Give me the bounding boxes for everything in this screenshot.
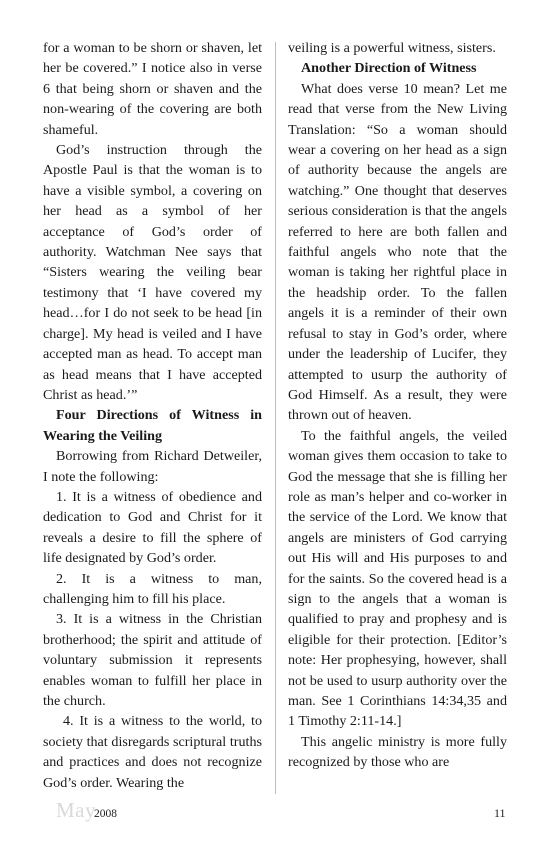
right-paragraph-3: To the faithful angels, the veiled woman gives them occasion to take to God the message that she is filling her role as man’s helper and co-worker in the service of the Lord. We know that angels are ministers of God carrying out His will and His purposes to and for the saints. So the covered head is a sign to the angels that a woman is qualified to pray and prophesy and is eligible for their protection. [Editor’s note: Her prophesying, however, shall not be used to usurp authority over the man. See 1 Corinthians 14:34,35 and 1 Timothy 2:11-14.] (288, 427, 507, 730)
page-number: 11 (494, 806, 506, 820)
list-item-2: 2. It is a witness to man, challenging him to fill his place. (43, 570, 262, 607)
right-paragraph-4: This angelic ministry is more fully recognized by those who are (288, 733, 507, 771)
section-heading-four-directions: Four Directions of Witness in Wearing the Veiling (43, 407, 262, 444)
list-item-1: 1. It is a witness of obedience and dedication to God and Christ for it reveals a desire to fill the sphere of life designated by God’s order. (43, 488, 262, 567)
column-divider (275, 42, 276, 794)
footer-month: May (56, 798, 96, 822)
left-paragraph-3: Borrowing from Richard Detweiler, I note the following: (43, 448, 262, 485)
right-column (288, 38, 507, 773)
section-heading-another-direction: Another Direction of Witness (301, 60, 477, 77)
footer-year: 2008 (94, 808, 117, 820)
list-item-4: 4. It is a witness to the world, to society that disregards scriptural truths and practices and does not recognize God’s order. Wearing the (43, 713, 262, 791)
left-paragraph-1: for a woman to be shorn or shaven, let her be covered.” I notice also in verse 6 that being shorn or shaven and the non-wearing of the covering are both shameful. (43, 40, 262, 138)
left-column (43, 38, 262, 793)
left-paragraph-2: God’s instruction through the Apostle Paul is that the woman is to have a visible symbol, a covering on her head as a symbol of her acceptance of God’s order of authority. Watchman Nee says that “Sisters wearing the veiling bear testimony that ‘I have covered my head…for I do not seek to be head [in charge]. My head is veiled and I have accepted man as head. To accept man as head means that I have accepted Christ as head.’” (43, 142, 262, 403)
right-paragraph-2: What does verse 10 mean? Let me read that verse from the New Living Translation: “So a woman should wear a covering on her head as a sign of authority because the angels are watching.” One thought that deserves serious consideration is that the angels referred to here are both fallen and faithful angels who note that the woman is taking her rightful place in the headship order. To the fallen angels it is a reminder of their own refusal to stay in God’s order, where under the leadership of Lucifer, they attempted to usurp the authority of God Himself. As a result, they were thrown out of heaven. (288, 80, 507, 424)
list-item-3: 3. It is a witness in the Christian brotherhood; the spirit and attitude of voluntary submission it represents enables woman to fulfill her place in the church. (43, 611, 262, 709)
right-paragraph-1: veiling is a powerful witness, sisters. (288, 40, 496, 56)
